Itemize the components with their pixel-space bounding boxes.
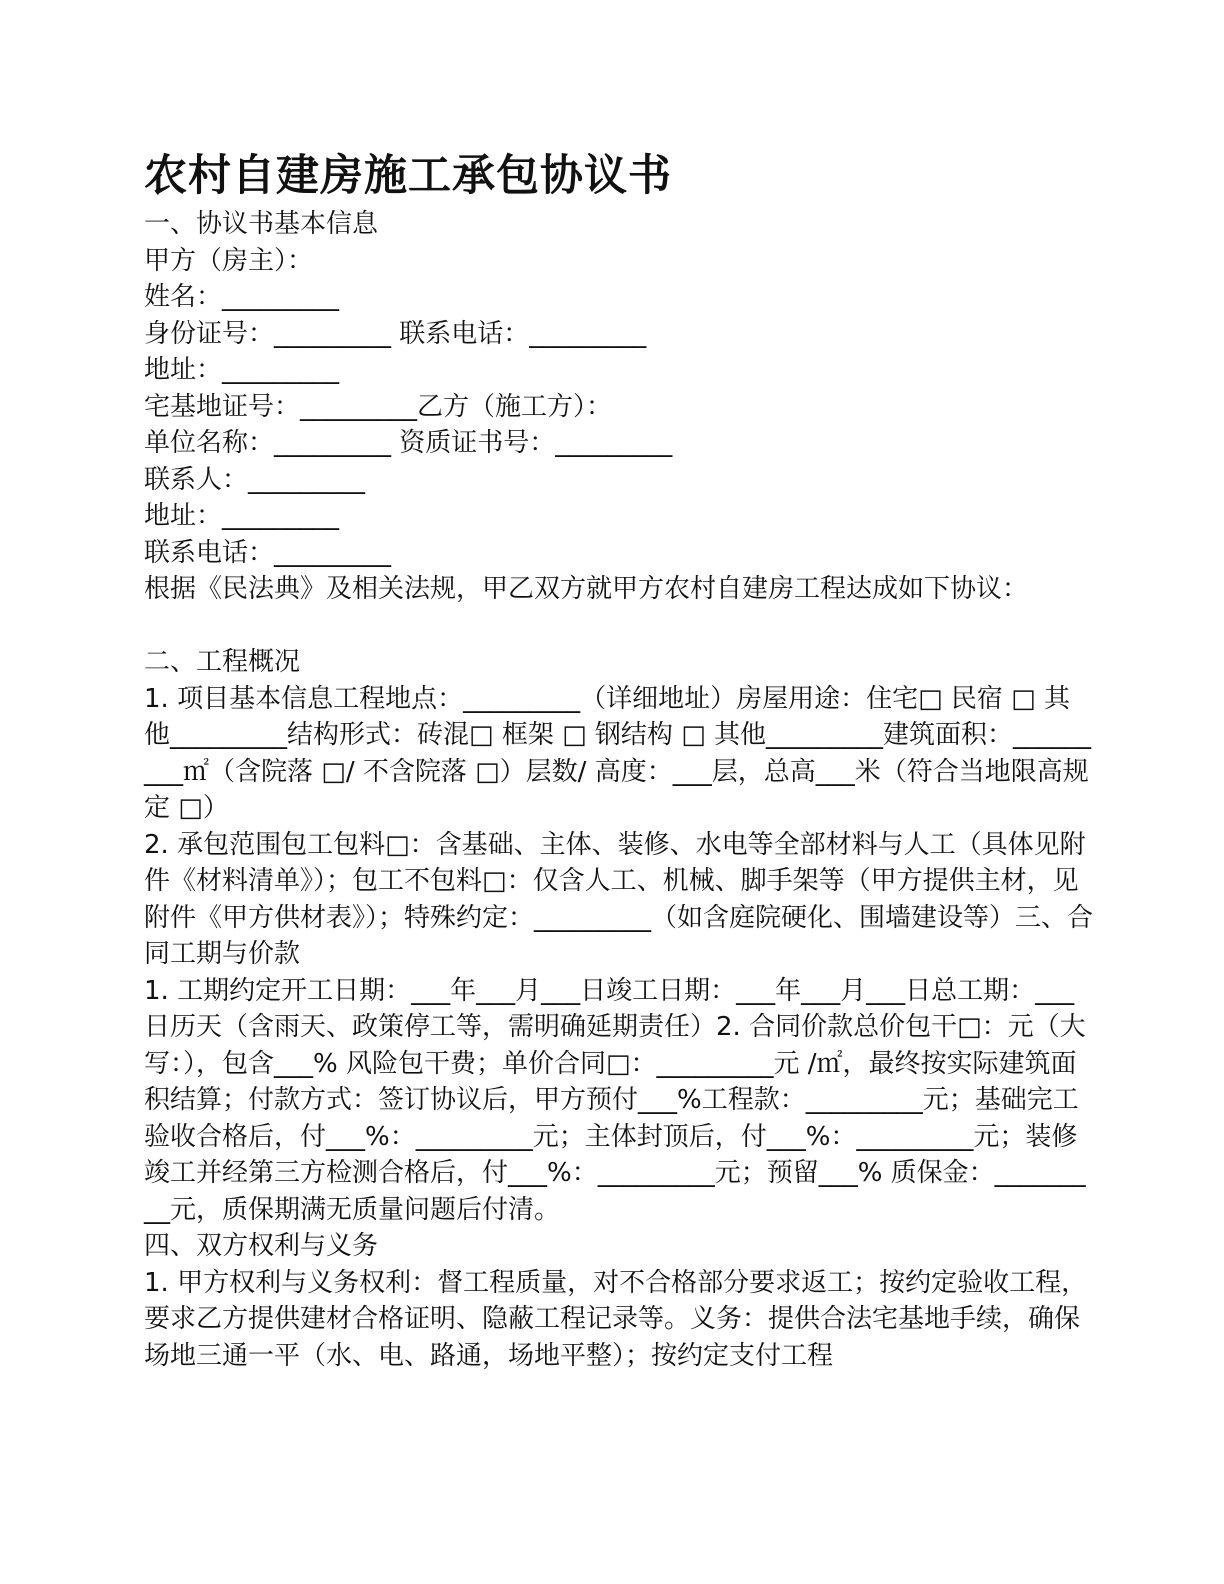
- document-page: [144, 148, 1094, 1374]
- contract-scope-paragraph: 2. 承包范围包工包料□：含基础、主体、装修、水电等全部材料与人工（具体见附件《材料清单》）；包工不包料□：仅含人工、机械、脚手架等（甲方提供主材，见附件《甲方供材表》）；特殊约定：_________（如含庭院硬化、围墙建设等）三、合同工期与价款: [144, 829, 1094, 969]
- party-a-rights-paragraph: 1. 甲方权利与义务权利：督工程质量，对不合格部分要求返工；按约定验收工程，要求乙方提供建材合格证明、隐蔽工程记录等。义务：提供合法宅基地手续，确保场地三通一平（水、电、路通，场地平整）；按约定支付工程: [144, 1267, 1088, 1371]
- party-b-phone-field: 联系电话：_________: [144, 537, 392, 568]
- party-a-address-field: 地址：_________: [144, 355, 340, 385]
- section-heading-rights-obligations: 四、双方权利与义务: [144, 1231, 379, 1261]
- section-heading-project-overview: 二、工程概况: [144, 647, 301, 677]
- party-b-contact-field: 联系人：_________: [144, 464, 366, 495]
- agreement-preamble: 根据《民法典》及相关法规，甲乙双方就甲方农村自建房工程达成如下协议：: [144, 574, 1029, 604]
- schedule-price-paragraph: 1. 工期约定开工日期：___年___月___日竣工日期：___年___月___日总工期：___日历天（含雨天、政策停工等，需明确延期责任）2. 合同价款总价包干□：元（大写：），包含___% 风险包干费；单价合同□：_________元 /㎡，最终按实际建筑面积结算；付款方式：签订协议后，甲方预付___%工程款：_________元；基础完工验收合格后，付___%：_________元；主体封顶后，付___%：_________元；装修竣工并经第三方检测合格后，付___%：_________元；预留___% 质保金：_________元，质保期满无质量问题后付清。: [144, 975, 1086, 1225]
- homestead-cert-party-b-label: 宅基地证号：_________乙方（施工方）：: [144, 391, 613, 422]
- party-b-address-field: 地址：_________: [144, 501, 340, 531]
- party-b-company-cert-field: 单位名称：_________ 资质证书号：_________: [144, 428, 673, 458]
- blank-line: [144, 608, 1094, 645]
- party-a-label: 甲方（房主）：: [144, 245, 314, 276]
- party-a-name-field: 姓名：_________: [144, 282, 340, 312]
- party-a-id-phone-field: 身份证号：_________ 联系电话：_________: [144, 318, 647, 349]
- document-title: 农村自建房施工承包协议书: [144, 151, 672, 201]
- project-basic-info-paragraph: 1. 项目基本信息工程地点：_________（详细地址）房屋用途：住宅□ 民宿 □ 其他_________结构形式：砖混□ 框架 □ 钢结构 □ 其他_________建筑面积：_________㎡（含院落 □/ 不含院落 □）层数/ 高度：___层，总高___米（符合当地限高规定 □）: [144, 683, 1092, 823]
- section-heading-basic-info: 一、协议书基本信息: [144, 209, 379, 239]
